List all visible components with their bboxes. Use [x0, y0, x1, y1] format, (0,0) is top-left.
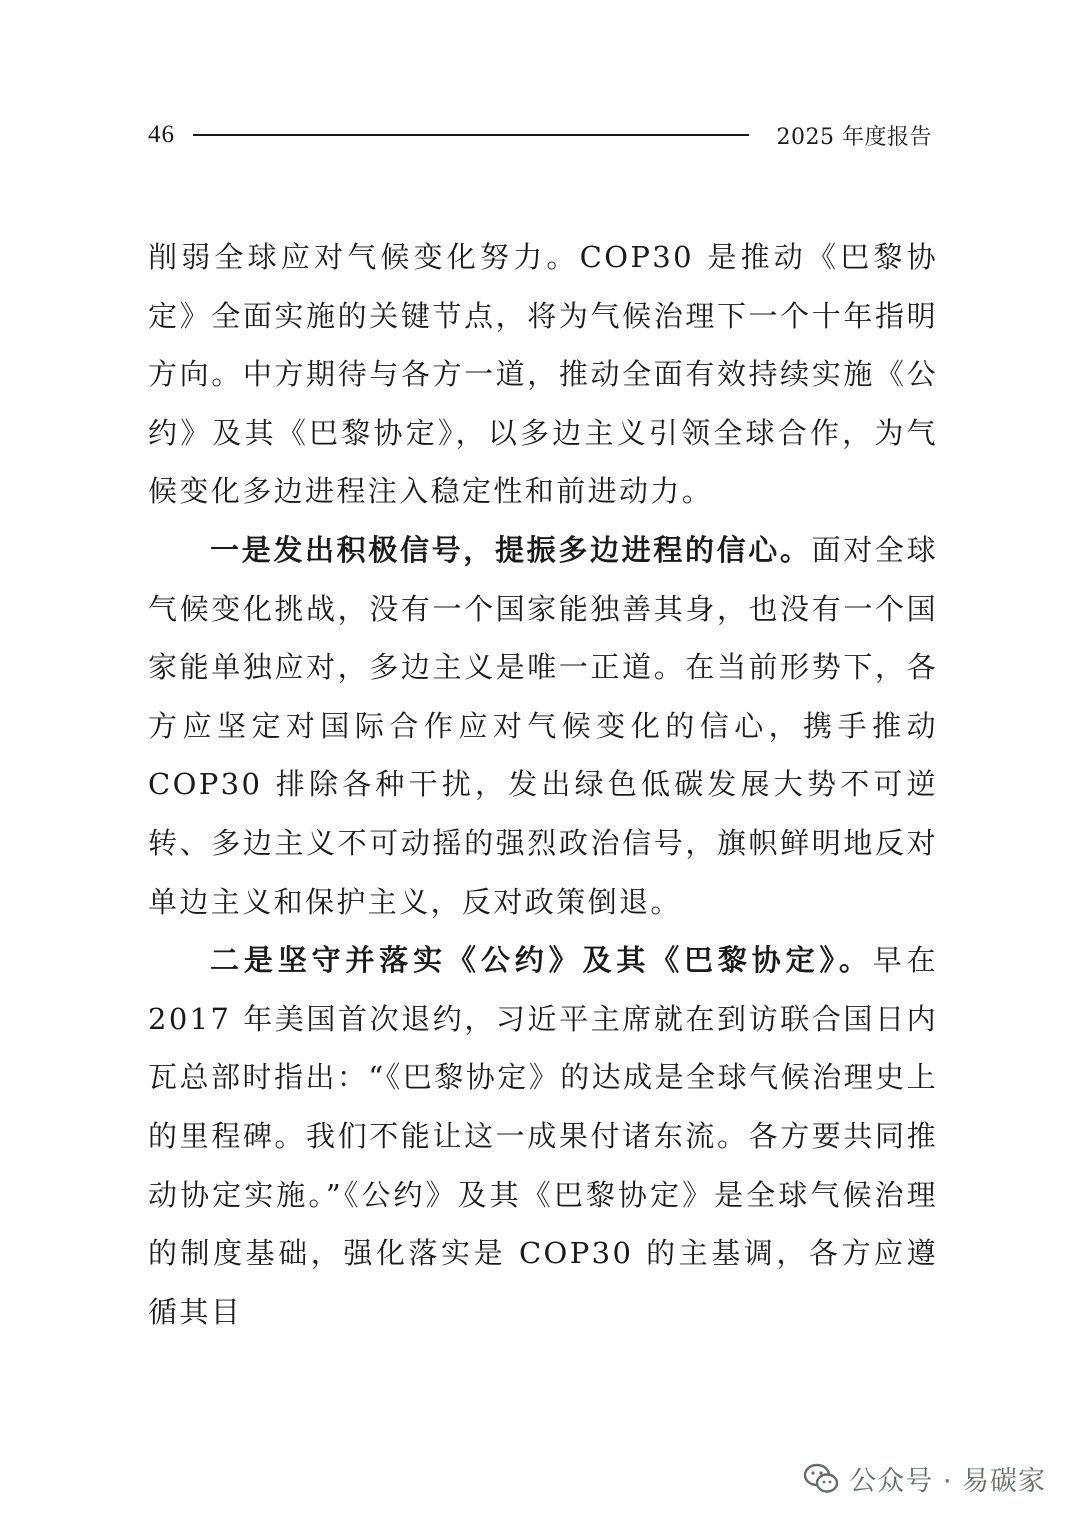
- header-rule: [193, 134, 749, 136]
- page-header: [148, 115, 932, 155]
- paragraph-text: 削弱全球应对气候变化努力。COP30 是推动《巴黎协定》全面实施的关键节点，将为气候治理下一个十年指明方向。中方期待与各方一道，推动全面有效持续实施《公约》及其《巴黎协定》，以多边主义引领全球合作，为气候变化多边进程注入稳定性和前进动力。: [148, 240, 938, 509]
- watermark: [803, 1459, 1046, 1498]
- body-text: [148, 228, 938, 1341]
- page-number: 46: [148, 121, 175, 148]
- paragraph-continued: [148, 228, 938, 521]
- wechat-icon: [803, 1463, 839, 1495]
- paragraph-text: 面对全球气候变化挑战，没有一个国家能独善其身，也没有一个国家能单独应对，多边主义是唯一正道。在当前形势下，各方应坚定对国际合作应对气候变化的信心，携手推动 COP30 排除各种干扰，发出绿色低碳发展大势不可逆转、多边主义不可动摇的强烈政治信号，旗帜鲜明地反对单边主义和保护主义，反对政策倒退。: [148, 532, 938, 919]
- paragraph-point-one: [148, 521, 938, 931]
- paragraph-text: 早在 2017 年美国首次退约，习近平主席就在到访联合国日内瓦总部时指出：“《巴黎协定》的达成是全球气候治理史上的里程碑。我们不能让这一成果付诸东流。各方要共同推动协定实施。”《公约》及其《巴黎协定》是全球气候治理的制度基础，强化落实是 COP30 的主基调，各方应遵循其目: [148, 943, 938, 1329]
- paragraph-point-two: [148, 931, 938, 1341]
- paragraph-lead: 一是发出积极信号，提振多边进程的信心。: [210, 532, 812, 567]
- paragraph-lead: 二是坚守并落实《公约》及其《巴黎协定》。: [210, 943, 873, 978]
- watermark-text: 公众号 · 易碳家: [849, 1466, 1046, 1497]
- report-title: 2025 年度报告: [776, 124, 932, 150]
